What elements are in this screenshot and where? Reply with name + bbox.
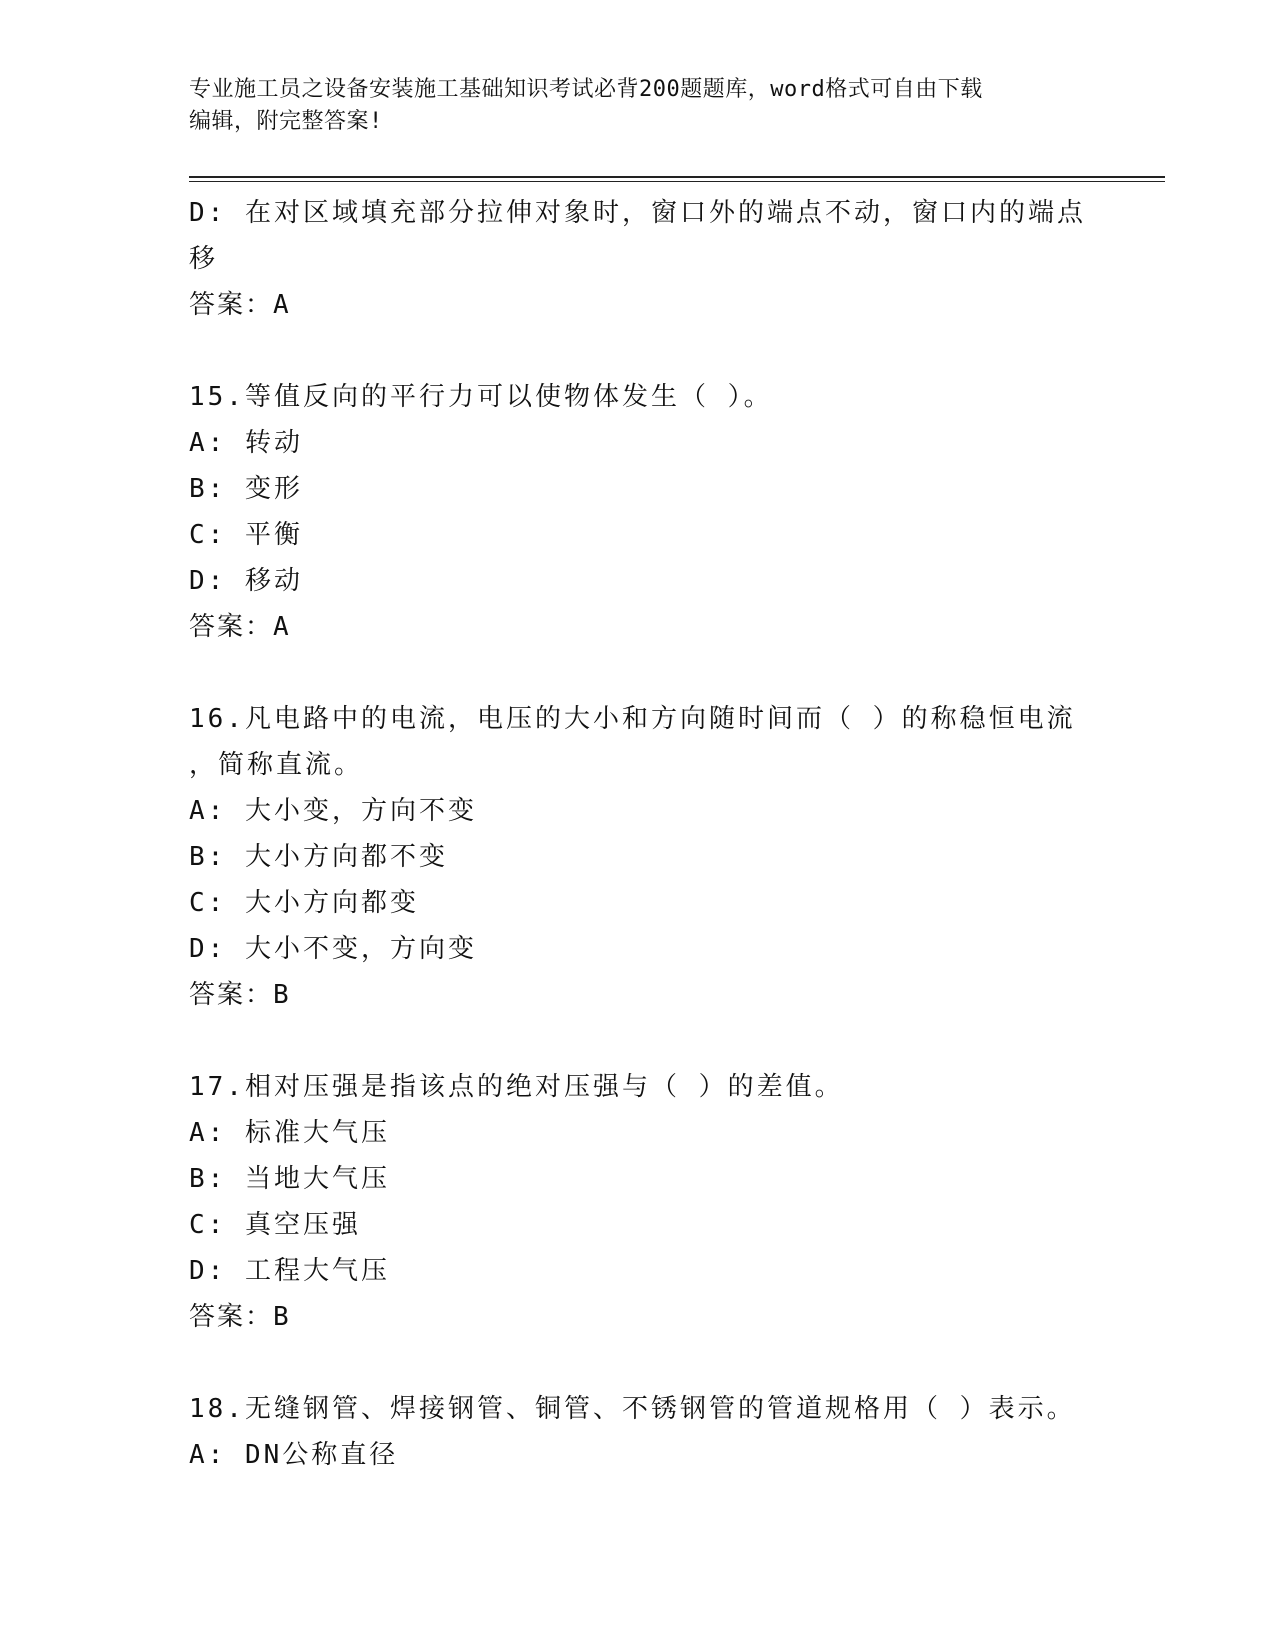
option-c: C: 大小方向都变 xyxy=(189,888,419,918)
question-stem: 16.凡电路中的电流，电压的大小和方向随时间而（ ）的称稳恒电流 xyxy=(189,704,1076,734)
document-header xyxy=(189,74,1089,138)
question-17 xyxy=(189,1064,1089,1340)
option-a: A: 大小变，方向不变 xyxy=(189,796,477,826)
answer-line: 答案：A xyxy=(189,290,291,320)
option-d: D: 移动 xyxy=(189,566,303,596)
option-d: D: 在对区域填充部分拉伸对象时，窗口外的端点不动，窗口内的端点 xyxy=(189,198,1086,228)
question-15 xyxy=(189,374,1089,650)
spacer xyxy=(189,1018,1089,1064)
header-divider-thick xyxy=(189,176,1165,178)
question-stem: 18.无缝钢管、焊接钢管、铜管、不锈钢管的管道规格用（ ）表示。 xyxy=(189,1394,1076,1424)
answer-line: 答案：A xyxy=(189,612,291,642)
question-18 xyxy=(189,1386,1089,1478)
spacer xyxy=(189,328,1089,374)
option-d: D: 工程大气压 xyxy=(189,1256,390,1286)
option-b: B: 当地大气压 xyxy=(189,1164,390,1194)
prev-question xyxy=(189,190,1089,328)
header-title-line2: 编辑，附完整答案! xyxy=(189,109,383,134)
option-c: C: 平衡 xyxy=(189,520,303,550)
question-stem: 15.等值反向的平行力可以使物体发生（ ）。 xyxy=(189,382,773,412)
option-a: A: DN公称直径 xyxy=(189,1440,399,1470)
option-c: C: 真空压强 xyxy=(189,1210,361,1240)
option-d: D: 大小不变，方向变 xyxy=(189,934,477,964)
spacer xyxy=(189,1340,1089,1386)
option-a: A: 标准大气压 xyxy=(189,1118,390,1148)
option-b: B: 大小方向都不变 xyxy=(189,842,448,872)
spacer xyxy=(189,650,1089,696)
question-16 xyxy=(189,696,1089,1018)
option-d-continued: 移 xyxy=(189,244,219,274)
answer-line: 答案：B xyxy=(189,980,291,1010)
question-stem-continued: ，简称直流。 xyxy=(189,750,364,780)
answer-line: 答案：B xyxy=(189,1302,291,1332)
header-divider-thin xyxy=(189,181,1165,182)
question-list xyxy=(189,190,1089,1478)
header-title-line1: 专业施工员之设备安装施工基础知识考试必背200题题库，word格式可自由下载 xyxy=(189,77,983,102)
option-b: B: 变形 xyxy=(189,474,303,504)
question-stem: 17.相对压强是指该点的绝对压强与（ ）的差值。 xyxy=(189,1072,844,1102)
option-a: A: 转动 xyxy=(189,428,303,458)
